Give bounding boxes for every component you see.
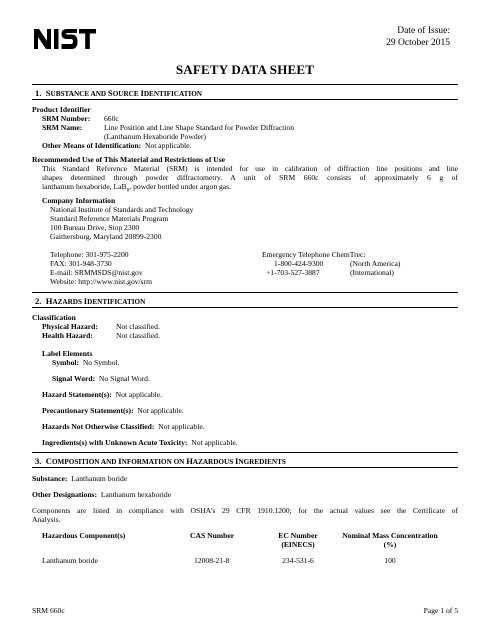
hnoc-row bbox=[42, 422, 205, 431]
symbol-row bbox=[52, 358, 120, 367]
section-title-part: AZARDS bbox=[52, 298, 84, 306]
other-designations-value: Lanthanum hexaboride bbox=[100, 490, 172, 499]
telephone: Telephone: 301-975-2200 bbox=[50, 250, 129, 259]
company-line: National Institute of Standards and Technology bbox=[50, 205, 194, 214]
date-label: Date of Issue: bbox=[397, 26, 450, 36]
section-number: 1. bbox=[35, 88, 42, 98]
precautionary-label: Precautionary Statement(s): bbox=[42, 406, 134, 415]
recommended-use-text-part: , powder bottled under argon gas. bbox=[129, 182, 232, 191]
table-header-ec-sub: (EINECS) bbox=[281, 540, 315, 549]
section-title-part: I bbox=[83, 296, 88, 306]
signal-word-label: Signal Word: bbox=[52, 374, 96, 383]
substance-label: Substance: bbox=[32, 474, 68, 483]
footer-page-number: Page 1 of 5 bbox=[423, 606, 458, 615]
recommended-use-line: shapes determined through powder diffractometry. A unit of SRM 660c consists of approximately 6 g of bbox=[42, 173, 458, 182]
company-info-label: Company Information bbox=[42, 196, 116, 205]
website-link[interactable]: Website: http://www.nist.gov/srm bbox=[50, 277, 153, 286]
recommended-use-label: Recommended Use of This Material and Restrictions of Use bbox=[32, 155, 226, 164]
hnoc-value: Not applicable. bbox=[158, 422, 205, 431]
compliance-line: Components are listed in compliance with OSHA’s 29 CFR 1910.1200; for the actual values see the Certificate of bbox=[32, 506, 458, 515]
other-means-label: Other Means of Identification: bbox=[42, 141, 142, 150]
section-title-part: OMPOSITION AND bbox=[51, 458, 119, 466]
product-identifier-label: Product Identifier bbox=[32, 105, 91, 114]
hnoc-label: Hazards Not Otherwise Classified: bbox=[42, 422, 155, 431]
table-header-concentration: Nominal Mass Concentration bbox=[342, 531, 438, 540]
srm-number-value: 660c bbox=[104, 114, 119, 123]
table-cell-component: Lanthanum boride bbox=[42, 556, 98, 565]
table-header-concentration-unit: (%) bbox=[383, 540, 397, 549]
precautionary-row bbox=[42, 406, 184, 415]
other-means-value: Not applicable. bbox=[145, 141, 192, 150]
section-title-part: C bbox=[45, 456, 52, 466]
hazard-statements-label: Hazard Statement(s): bbox=[42, 390, 112, 399]
section-title-part: S bbox=[107, 88, 113, 98]
section-title-part: NFORMATION ON bbox=[121, 458, 187, 466]
section-number: 2. bbox=[35, 296, 42, 306]
fax: FAX: 301-948-3730 bbox=[50, 259, 112, 268]
classification-label: Classification bbox=[32, 313, 76, 322]
health-hazard-label: Health Hazard: bbox=[42, 331, 93, 340]
company-line: 100 Bureau Drive, Stop 2300 bbox=[50, 223, 140, 232]
table-cell-cas: 12008-21-8 bbox=[194, 556, 230, 565]
section-title-part: I bbox=[235, 456, 239, 466]
company-line: Standard Reference Materials Program bbox=[50, 214, 169, 223]
section-title-part: I bbox=[140, 88, 144, 98]
substance-row bbox=[32, 474, 127, 483]
health-hazard-value: Not classified. bbox=[116, 331, 160, 340]
other-designations-label: Other Designations: bbox=[32, 490, 98, 499]
section-title-part: I bbox=[118, 456, 122, 466]
section-title-part: UBSTANCE AND bbox=[50, 90, 108, 98]
recommended-use-line3 bbox=[42, 182, 458, 196]
section-title-part: H bbox=[45, 296, 53, 306]
document-title: SAFETY DATA SHEET bbox=[175, 62, 315, 77]
emergency-intl-number: +1-703-527-3887 bbox=[266, 268, 320, 277]
recommended-use-line: This Standard Reference Material (SRM) is intended for use in calibration of diffraction line positions and line bbox=[42, 164, 458, 173]
hazard-statements-value: Not applicable. bbox=[115, 390, 162, 399]
label-elements-label: Label Elements bbox=[42, 349, 93, 358]
company-line: Gaithersburg, Maryland 20899-2300 bbox=[50, 232, 162, 241]
emergency-label: Emergency Telephone ChemTrec: bbox=[262, 250, 366, 259]
section-title-part: OURCE bbox=[112, 90, 141, 98]
symbol-value: No Symbol. bbox=[82, 358, 120, 367]
precautionary-value: Not applicable. bbox=[137, 406, 184, 415]
physical-hazard-label: Physical Hazard: bbox=[42, 322, 98, 331]
srm-name-value-line1: Line Position and Line Shape Standard for Powder Diffraction bbox=[104, 123, 295, 132]
signal-word-value: No Signal Word. bbox=[98, 374, 150, 383]
srm-number-label: SRM Number: bbox=[42, 114, 91, 123]
recommended-use-text-part: lanthanum hexaboride, LaB bbox=[42, 182, 127, 191]
unknown-toxicity-row bbox=[42, 438, 238, 447]
srm-name-value-line2: (Lanthanum Hexaboride Powder) bbox=[104, 132, 207, 141]
section-number: 3. bbox=[35, 456, 42, 466]
footer-document-id: SRM 660c bbox=[32, 606, 65, 615]
section-title-part: AZARDOUS bbox=[192, 458, 236, 466]
emergency-intl-region: (International) bbox=[350, 268, 394, 277]
table-header-cas: CAS Number bbox=[190, 531, 235, 540]
unknown-toxicity-value: Not applicable. bbox=[191, 438, 238, 447]
section-title-part: H bbox=[186, 456, 193, 466]
table-header-component: Hazardous Component(s) bbox=[42, 531, 126, 540]
email-link[interactable]: E-mail: SRMMSDS@nist.gov bbox=[50, 268, 143, 277]
date-value: 29 October 2015 bbox=[386, 38, 450, 48]
emergency-na-number: 1-800-424-9300 bbox=[274, 259, 324, 268]
table-cell-concentration: 100 bbox=[384, 556, 396, 565]
substance-value: Lanthanum boride bbox=[71, 474, 128, 483]
section-title-part: S bbox=[45, 88, 51, 98]
compliance-text bbox=[32, 506, 458, 524]
section-title-part: DENTIFICATION bbox=[143, 90, 203, 98]
emergency-na-region: (North America) bbox=[350, 259, 401, 268]
other-means-row bbox=[42, 141, 191, 150]
unknown-toxicity-label: Ingredients(s) with Unknown Acute Toxicity: bbox=[42, 438, 188, 447]
formula-subscript: 6 bbox=[126, 187, 130, 194]
table-cell-ec: 234-531-6 bbox=[282, 556, 314, 565]
section-title-part: NGREDIENTS bbox=[238, 458, 286, 466]
srm-name-label: SRM Name: bbox=[42, 123, 83, 132]
hazard-statements-row bbox=[42, 390, 162, 399]
section-title-part: DENTIFICATION bbox=[87, 298, 146, 306]
symbol-label: Symbol: bbox=[52, 358, 80, 367]
table-header-ec: EC Number bbox=[278, 531, 318, 540]
other-designations-row bbox=[32, 490, 171, 499]
recommended-use-text bbox=[42, 164, 458, 196]
physical-hazard-value: Not classified. bbox=[116, 322, 160, 331]
signal-word-row bbox=[52, 374, 150, 383]
date-of-issue bbox=[386, 25, 450, 49]
nist-logo bbox=[33, 28, 97, 50]
compliance-line: Analysis. bbox=[32, 515, 61, 524]
